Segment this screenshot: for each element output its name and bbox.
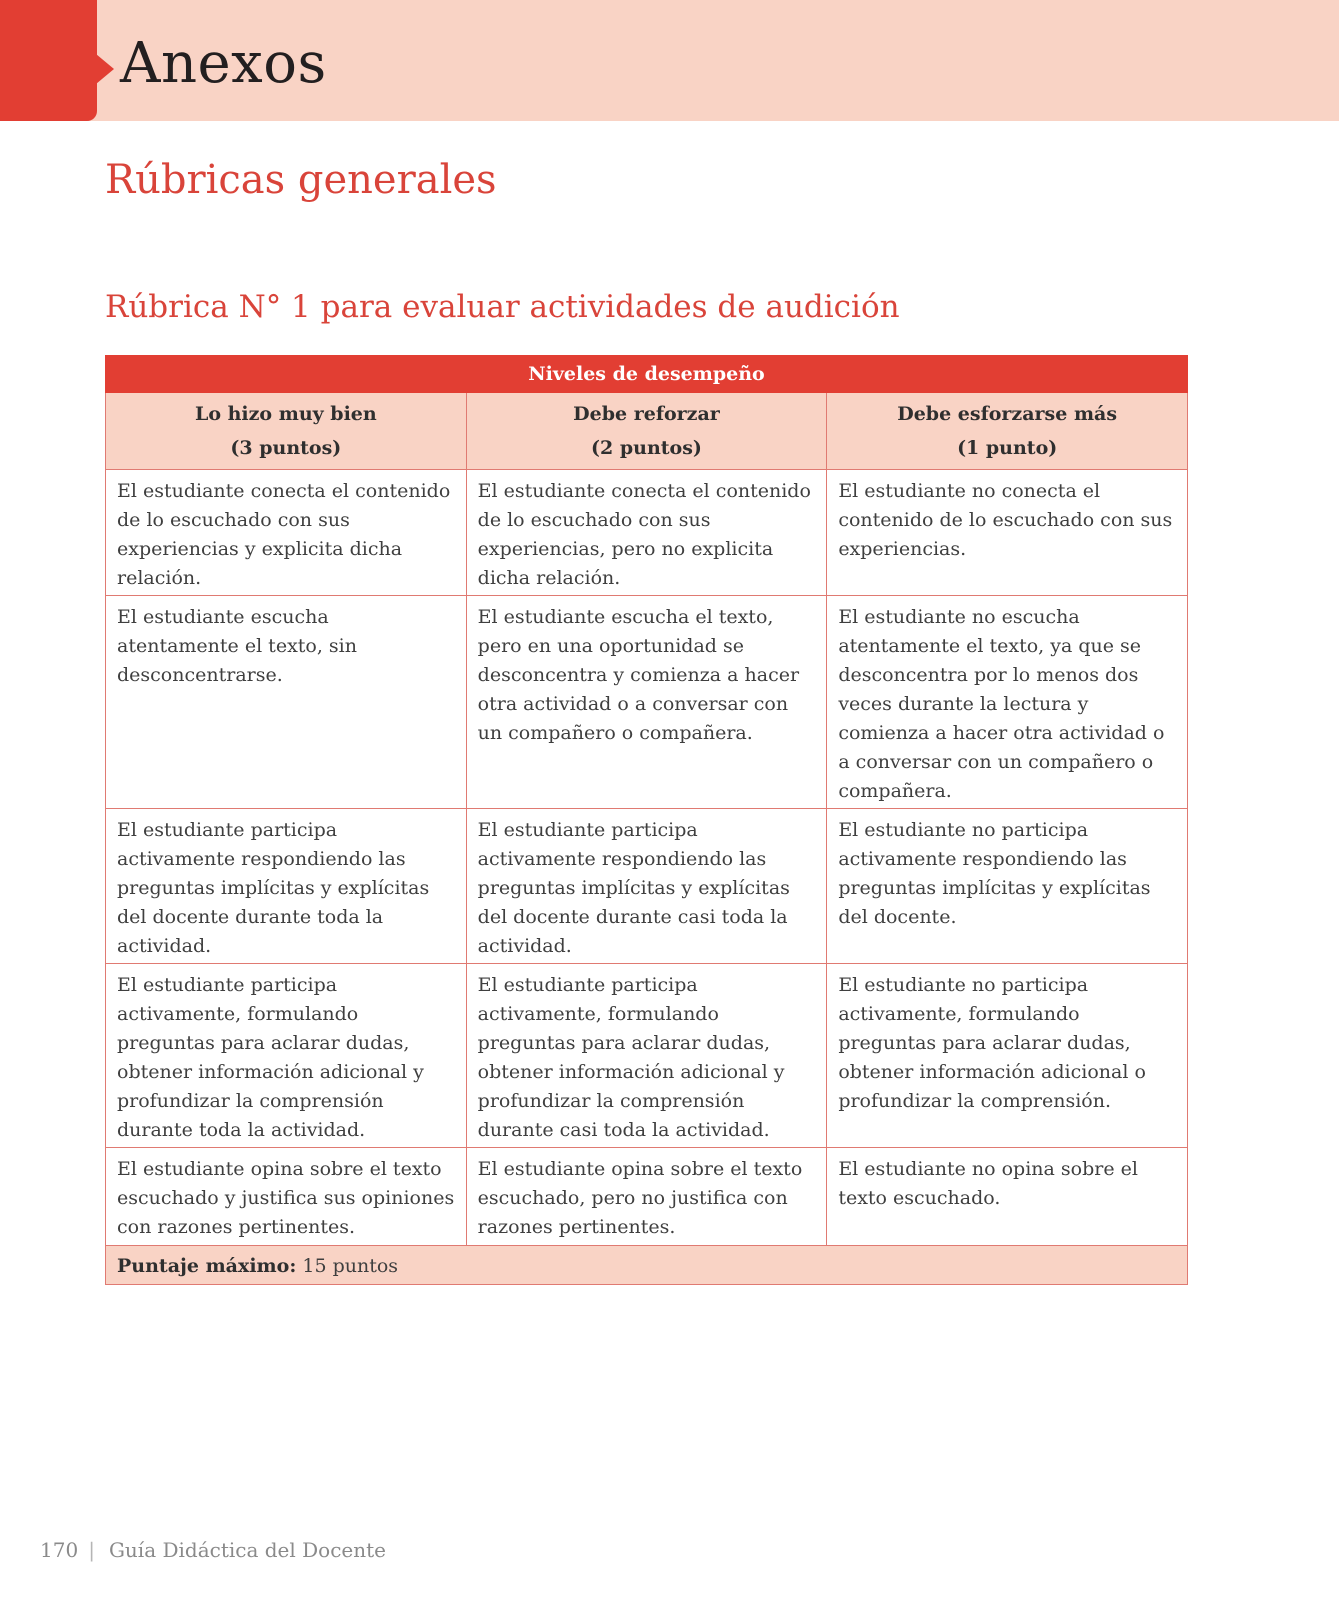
footer-separator: |: [88, 1538, 95, 1562]
table-row: [106, 470, 1188, 596]
max-score-label: Puntaje máximo:: [117, 1255, 297, 1277]
table-cell: El estudiante opina sobre el texto escuchado y justifica sus opiniones con razones pertinentes.: [106, 1148, 467, 1246]
column-name: Debe esforzarse más: [897, 403, 1118, 425]
header-arrow-icon: [96, 54, 114, 84]
column-points: (3 puntos): [230, 437, 342, 459]
table-cell: El estudiante conecta el contenido de lo escuchado con sus experiencias, pero no explicita dicha relación.: [466, 470, 827, 596]
column-name: Debe reforzar: [573, 403, 720, 425]
column-name: Lo hizo muy bien: [194, 403, 377, 425]
header-tab: [0, 0, 97, 121]
column-header-debe-esforzarse-mas: [827, 393, 1188, 470]
table-cell: El estudiante participa activamente, formulando preguntas para aclarar dudas, obtener información adicional y profundizar la comprensión durante casi toda la actividad.: [466, 964, 827, 1148]
table-cell: El estudiante no participa activamente, formulando preguntas para aclarar dudas, obtener información adicional o profundizar la comprensión.: [827, 964, 1188, 1148]
table-cell: El estudiante participa activamente respondiendo las preguntas implícitas y explícitas del docente durante casi toda la actividad.: [466, 809, 827, 964]
section-title: Rúbricas generales: [105, 157, 497, 203]
table-cell: El estudiante conecta el contenido de lo escuchado con sus experiencias y explicita dicha relación.: [106, 470, 467, 596]
table-row: [106, 1148, 1188, 1246]
levels-header: Niveles de desempeño: [106, 356, 1188, 393]
table-row: [106, 809, 1188, 964]
table-cell: El estudiante escucha el texto, pero en una oportunidad se desconcentra y comienza a hacer otra actividad o a conversar con un compañero o compañera.: [466, 596, 827, 809]
table-row: [106, 964, 1188, 1148]
page-footer: [40, 1538, 386, 1562]
table-cell: El estudiante no escucha atentamente el texto, ya que se desconcentra por lo menos dos veces durante la lectura y comienza a hacer otra actividad o a conversar con un compañero o compañera.: [827, 596, 1188, 809]
rubric-table: [105, 355, 1188, 1285]
table-cell: El estudiante no opina sobre el texto escuchado.: [827, 1148, 1188, 1246]
table-cell: El estudiante escucha atentamente el texto, sin desconcentrarse.: [106, 596, 467, 809]
table-row: [106, 596, 1188, 809]
book-title: Guía Didáctica del Docente: [108, 1538, 387, 1562]
column-points: (2 puntos): [591, 437, 702, 459]
max-score: [106, 1246, 1188, 1285]
max-score-value: 15 puntos: [296, 1255, 399, 1277]
column-header-lo-hizo-muy-bien: [106, 393, 467, 470]
table-cell: El estudiante opina sobre el texto escuchado, pero no justifica con razones pertinentes.: [466, 1148, 827, 1246]
page-number: 170: [40, 1538, 79, 1562]
table-footer-row: [106, 1246, 1188, 1285]
chapter-title: Anexos: [120, 31, 327, 96]
table-cell: El estudiante participa activamente respondiendo las preguntas implícitas y explícitas del docente durante toda la actividad.: [106, 809, 467, 964]
column-header-debe-reforzar: [466, 393, 827, 470]
rubric-title: Rúbrica N° 1 para evaluar actividades de audición: [105, 289, 900, 325]
table-cell: El estudiante no conecta el contenido de lo escuchado con sus experiencias.: [827, 470, 1188, 596]
column-points: (1 punto): [957, 437, 1058, 459]
table-cell: El estudiante participa activamente, formulando preguntas para aclarar dudas, obtener información adicional y profundizar la comprensión durante toda la actividad.: [106, 964, 467, 1148]
table-cell: El estudiante no participa activamente respondiendo las preguntas implícitas y explícitas del docente.: [827, 809, 1188, 964]
